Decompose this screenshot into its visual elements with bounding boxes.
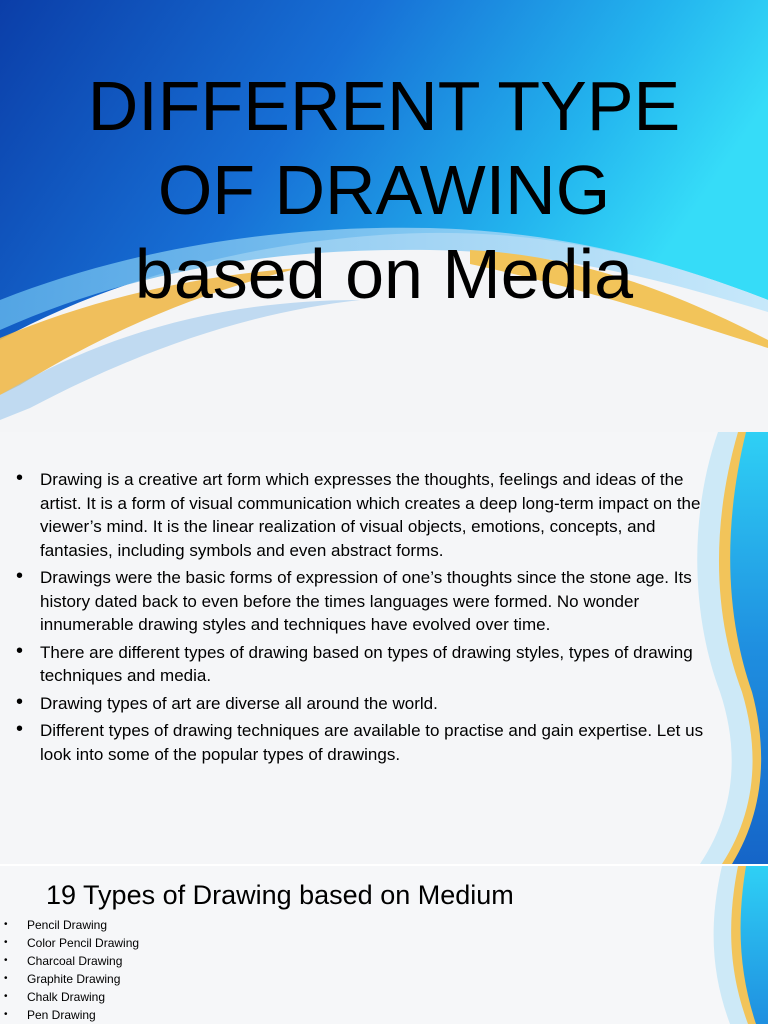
bullet-icon: • bbox=[16, 690, 24, 713]
intro-bullet-list bbox=[14, 468, 726, 770]
title-line: OF DRAWING bbox=[157, 151, 611, 229]
media-type-label: Chalk Drawing bbox=[27, 990, 106, 1004]
bullet-icon: • bbox=[4, 955, 8, 966]
media-type-label: Pen Drawing bbox=[27, 1008, 96, 1022]
media-type-list bbox=[4, 916, 139, 1024]
bullet-text: Drawing is a creative art form which expresses the thoughts, feelings and ideas of the artist. It is a form of visual communication which creates a deep long-term impact on the viewer’s mind. It is the linear realization of visual objects, emotions, concepts, and fantasies, including symbols and even abstract forms. bbox=[40, 470, 701, 560]
title-line: based on Media bbox=[134, 235, 634, 313]
bullet-icon: • bbox=[4, 919, 8, 930]
list-item bbox=[4, 1006, 139, 1024]
media-type-label: Pencil Drawing bbox=[27, 918, 108, 932]
media-types-slide bbox=[0, 866, 768, 1024]
media-type-label: Charcoal Drawing bbox=[27, 954, 123, 968]
bullet-icon: • bbox=[16, 718, 24, 740]
list-item bbox=[14, 719, 726, 766]
bullet-icon: • bbox=[4, 937, 8, 948]
bullet-text: Drawing types of art are diverse all around the world. bbox=[40, 693, 438, 713]
title-slide bbox=[0, 0, 768, 432]
media-type-label: Graphite Drawing bbox=[27, 972, 121, 986]
bullet-icon: • bbox=[4, 991, 8, 1002]
list-item bbox=[14, 468, 726, 562]
list-item bbox=[14, 692, 726, 716]
bullet-icon: • bbox=[4, 973, 8, 984]
bullet-icon: • bbox=[16, 467, 24, 489]
bullet-text: Drawings were the basic forms of expression of one’s thoughts since the stone age. Its history dated back to even before the times languages were formed. No wonder innumerable drawing styles and techniques have evolved over time. bbox=[40, 568, 692, 634]
bullet-icon: • bbox=[16, 565, 24, 587]
list-item bbox=[4, 988, 139, 1006]
title-line: DIFFERENT TYPE bbox=[87, 67, 681, 145]
intro-slide bbox=[0, 432, 768, 864]
bullet-text: Different types of drawing techniques are available to practise and gain expertise. Let us look into some of the popular types of drawings. bbox=[40, 721, 704, 764]
bullet-icon: • bbox=[16, 639, 24, 662]
list-item bbox=[4, 934, 139, 952]
list-item bbox=[4, 916, 139, 934]
list-item bbox=[4, 970, 139, 988]
bullet-text: There are different types of drawing based on types of drawing styles, types of drawing techniques and media. bbox=[40, 642, 693, 685]
media-slide-title: 19 Types of Drawing based on Medium bbox=[46, 880, 514, 910]
bullet-icon: • bbox=[4, 1009, 8, 1020]
list-item bbox=[14, 641, 726, 688]
media-type-label: Color Pencil Drawing bbox=[27, 936, 140, 950]
list-item bbox=[14, 566, 726, 637]
slide-title bbox=[0, 64, 768, 316]
list-item bbox=[4, 952, 139, 970]
